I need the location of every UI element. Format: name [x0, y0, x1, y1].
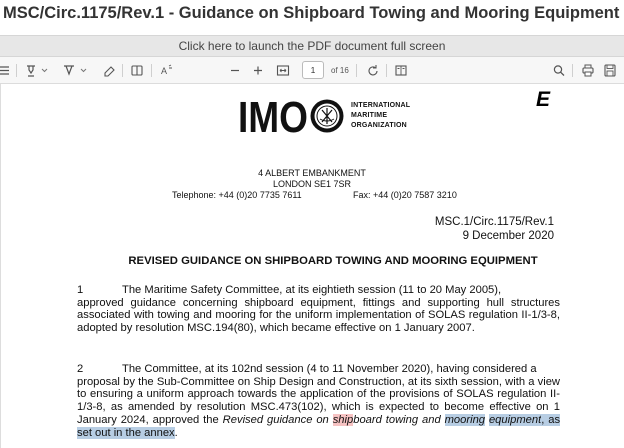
language-code: E [536, 88, 551, 111]
toolbar-separator [572, 64, 573, 77]
paragraph-number: 2 [77, 363, 84, 375]
toolbar-separator [386, 64, 387, 77]
toolbar-separator [356, 64, 357, 77]
address-line-1: 4 ALBERT EMBANKMENT [258, 168, 366, 178]
telephone: Telephone: +44 (0)20 7735 7611 [172, 190, 302, 200]
paragraph-2: 2 The Committee, at its 102nd session (4 to 11 November 2020), having considered a proposal by the Sub-Committee on Ship Design and Construction, at its sixth session, with a view to ensuring a uniform approach towards the application of the provisions of SOLAS regulation II-1/3-8, as amended by resolution MSC.473(102), which is expected to become effective on 1 January 2024, approved the Revised guidance on shipboard towing and mooring equipment, as set out in the annex. [77, 363, 561, 439]
search-highlight: equipment [488, 413, 542, 426]
page-title: MSC/Circ.1175/Rev.1 - Guidance on Shipboard Towing and Mooring Equipment [3, 4, 620, 22]
save-icon[interactable] [603, 62, 617, 79]
chevron-down-icon[interactable] [80, 62, 87, 79]
document-reference: MSC.1/Circ.1175/Rev.1 [434, 216, 554, 228]
page-number-input[interactable]: 1 [302, 61, 324, 79]
two-page-icon[interactable] [394, 62, 408, 79]
organization-name: INTERNATIONAL MARITIME ORGANIZATION [351, 102, 411, 129]
erase-icon[interactable] [102, 62, 116, 79]
paragraph-number: 1 [77, 284, 84, 296]
italic-title: Revised guidance on [222, 413, 329, 426]
zoom-in-icon[interactable] [253, 62, 263, 79]
pdf-toolbar [0, 57, 624, 84]
paragraph-1: 1 The Maritime Safety Committee, at its eightieth session (11 to 20 May 2005), approved guidance concerning shipboard equipment, fittings and supporting hull structures associated with towing and mooring for the uniform implementation of SOLAS regulation II-1/3-8, adopted by resolution MSC.194(80), which became effective on 1 January 2007. [77, 284, 560, 335]
search-highlight: mooring [444, 413, 486, 426]
draw-icon[interactable] [62, 62, 76, 79]
fax: Fax: +44 (0)20 7587 3210 [353, 190, 457, 200]
print-icon[interactable] [581, 62, 595, 79]
fit-page-icon[interactable] [276, 62, 290, 79]
read-aloud-icon[interactable] [160, 62, 174, 79]
toolbar-separator [16, 64, 17, 77]
imo-logo-text: IMO [238, 97, 308, 135]
address-line-2: LONDON SE1 7SR [272, 179, 352, 189]
list-icon[interactable] [0, 62, 10, 79]
chevron-down-icon[interactable] [41, 62, 48, 79]
search-icon[interactable] [552, 62, 566, 79]
toolbar-separator [122, 64, 123, 77]
search-highlight: ship [332, 413, 354, 426]
document-date: 9 December 2020 [462, 230, 554, 242]
imo-logo [238, 97, 346, 135]
page-view-icon[interactable] [130, 62, 144, 79]
highlight-icon[interactable] [24, 62, 38, 79]
document-heading: REVISED GUIDANCE ON SHIPBOARD TOWING AND MOORING EQUIPMENT [128, 255, 538, 267]
zoom-out-icon[interactable] [230, 62, 240, 79]
svg-text:A: A [161, 66, 168, 76]
launch-fullscreen-bar[interactable]: Click here to launch the PDF document full screen [0, 35, 624, 57]
page-count: of 16 [331, 66, 349, 75]
toolbar-separator [151, 64, 152, 77]
rotate-icon[interactable] [366, 62, 380, 79]
